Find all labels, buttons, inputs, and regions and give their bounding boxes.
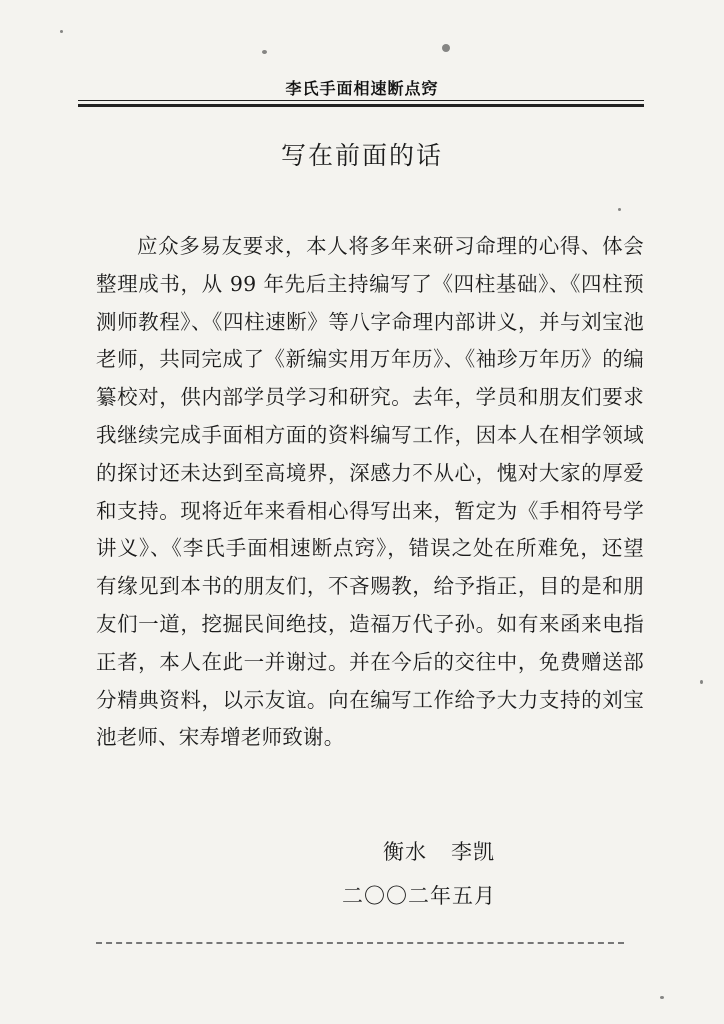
- signature-date: 二〇〇二年五月: [342, 884, 496, 908]
- scan-speck: [660, 996, 664, 999]
- page-title: 写在前面的话: [280, 141, 443, 170]
- scan-speck: [618, 208, 621, 211]
- running-header: 李氏手面相速断点窍: [285, 79, 439, 98]
- header-rule-thin: [78, 100, 644, 101]
- scan-speck: [700, 680, 703, 684]
- scan-speck: [442, 44, 450, 52]
- signature-place: 衡水: [383, 840, 427, 864]
- signature-name: 李凯: [451, 840, 495, 864]
- signature: [383, 836, 495, 866]
- scan-speck: [262, 50, 267, 54]
- header-rule-thick: [78, 104, 644, 107]
- body-paragraph: 应众多易友要求，本人将多年来研习命理的心得、体会整理成书，从 99 年先后主持编写了《四柱基础》、《四柱预测师教程》、《四柱速断》等八字命理内部讲义，并与刘宝池老师，共同完成了《新编实用万年历》、《袖珍万年历》的编纂校对，供内部学员学习和研究。去年，学员和朋友们要求我继续完成手面相方面的资料编写工作，因本人在相学领域的探讨还未达到至高境界，深感力不从心，愧对大家的厚爱和支持。现将近年来看相心得写出来，暂定为《手相符号学讲义》、《李氏手面相速断点窍》，错误之处在所难免，还望有缘见到本书的朋友们，不吝赐教，给予指正，目的是和朋友们一道，挖掘民间绝技，造福万代子孙。如有来函来电指正者，本人在此一并谢过。并在今后的交往中，免费赠送部分精典资料，以示友谊。向在编写工作给予大力支持的刘宝池老师、宋寿增老师致谢。: [96, 234, 644, 750]
- scan-speck: [60, 30, 63, 33]
- footer-rule: [96, 942, 624, 944]
